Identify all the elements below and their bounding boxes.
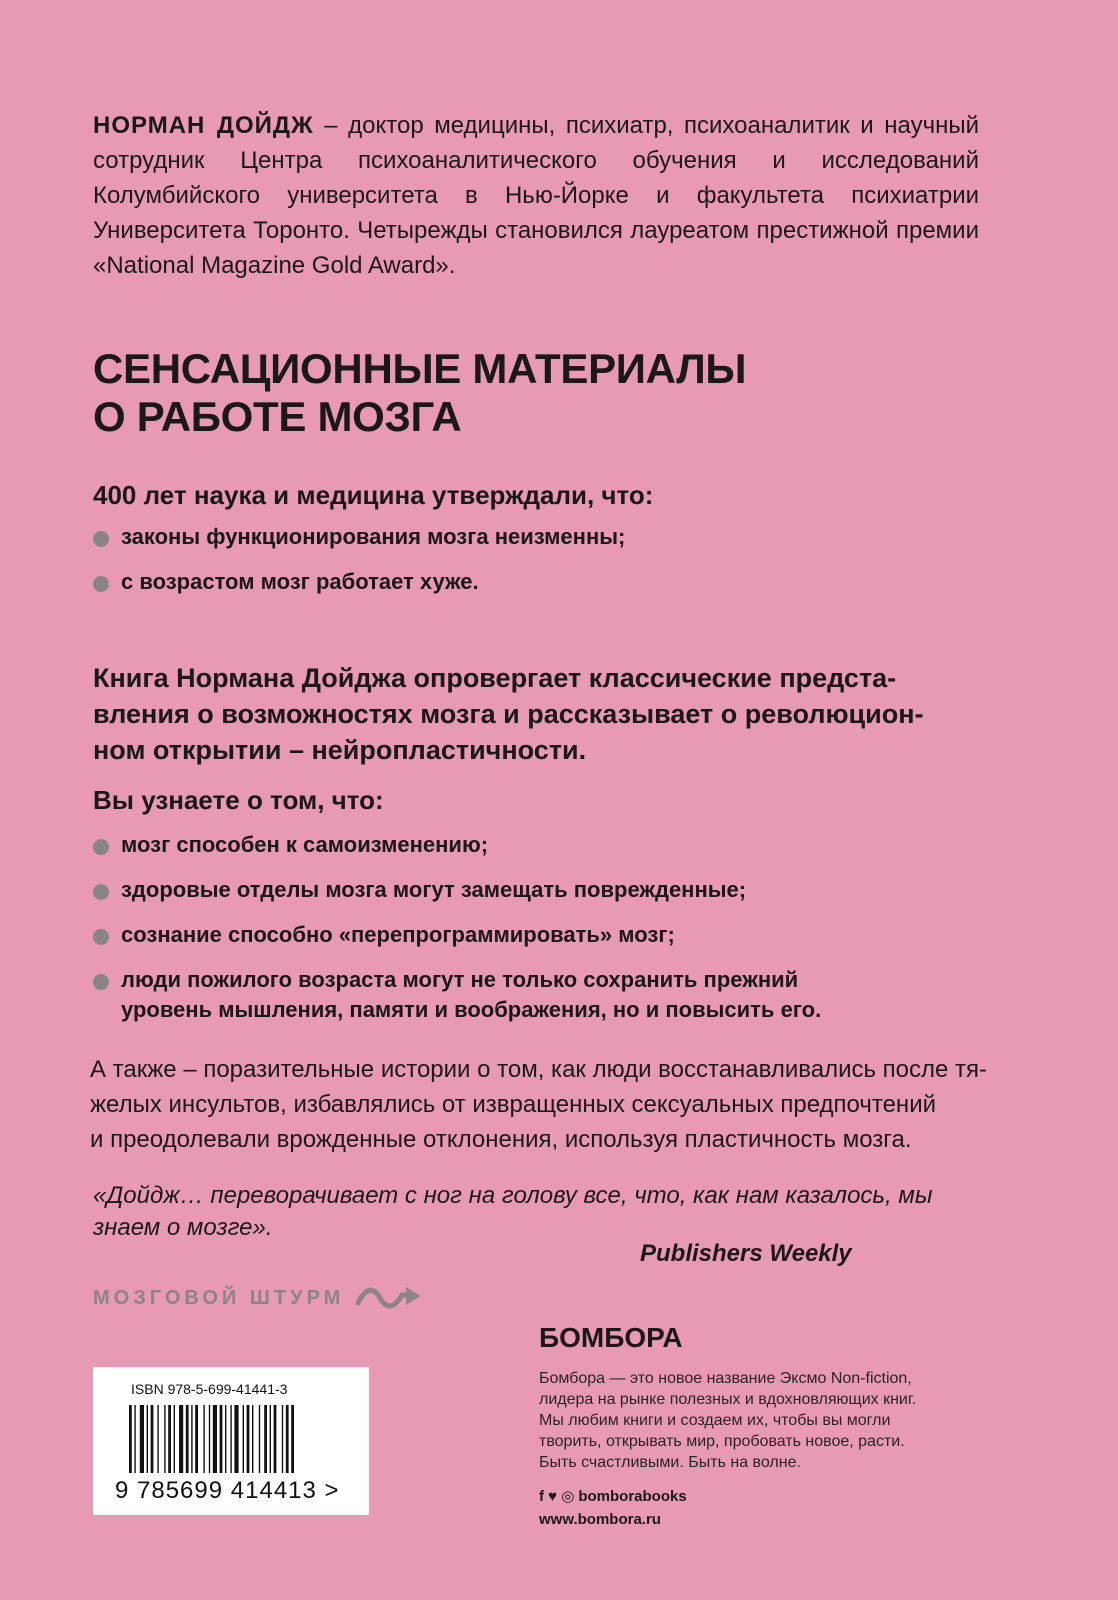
author-name: НОРМАН ДОЙДЖ [93, 112, 314, 139]
barcode-bar [259, 1405, 260, 1473]
barcode-bar [274, 1405, 277, 1473]
barcode-bar [151, 1405, 154, 1473]
learn-list [93, 830, 973, 1040]
barcode-bar [134, 1405, 135, 1473]
barcode-bar [225, 1405, 226, 1473]
barcode-bar [247, 1405, 250, 1473]
learn-item: здоровые отделы мозга могут замещать поврежденные; [93, 875, 973, 905]
also-line: желых инсультов, избавлялись от извращенных сексуальных предпочтений [90, 1091, 936, 1118]
barcode-bar [286, 1405, 289, 1473]
headline-line-1: СЕНСАЦИОННЫЕ МАТЕРИАЛЫ [93, 345, 747, 392]
social-icons: f ♥ ◎ [539, 1488, 575, 1505]
barcode-bar [264, 1405, 267, 1473]
claims-list [93, 522, 625, 612]
barcode-bar [252, 1405, 253, 1473]
series-logo [93, 1283, 426, 1313]
quote-source: Publishers Weekly [640, 1240, 852, 1267]
wave-arrow-icon [356, 1283, 426, 1313]
bullet-icon [93, 929, 109, 945]
barcode-bar [179, 1405, 183, 1473]
barcode-bar [243, 1405, 244, 1473]
publisher-block [539, 1322, 979, 1528]
barcode-bars [129, 1405, 329, 1473]
barcode-bar [220, 1405, 223, 1473]
barcode-bar [203, 1405, 204, 1473]
barcode-bar [234, 1405, 238, 1473]
bullet-icon [93, 974, 109, 990]
bullet-icon [93, 576, 109, 592]
author-bio-text: – доктор медицины, психиатр, психоаналитик и научный сотрудник Центра психоаналитического обучения и исследований Колумбийского университета в Нью-Йорке и факультета психиатрии Университета Торонто. Четырежды становился лауреатом престижной премии «National Magazine Gold Award». [93, 112, 979, 279]
series-label: МОЗГОВОЙ ШТУРМ [93, 1286, 345, 1309]
social-links [539, 1487, 979, 1505]
summary-line: ном открытии – нейропластичности. [93, 735, 587, 765]
barcode-bar [168, 1405, 171, 1473]
headline [93, 345, 893, 441]
social-handle: bomborabooks [578, 1487, 687, 1505]
barcode-bar [195, 1405, 198, 1473]
barcode-bar [209, 1405, 210, 1473]
summary-line: Книга Нормана Дойджа опровергает классические предста- [93, 663, 897, 693]
isbn-number: ISBN 978-5-699-41441-3 [131, 1381, 288, 1397]
bullet-icon [93, 531, 109, 547]
barcode-bar [270, 1405, 271, 1473]
book-summary [93, 660, 979, 768]
learn-lead: Вы узнаете о том, что: [93, 785, 384, 815]
barcode-bar [164, 1405, 165, 1473]
barcode-bar [147, 1405, 148, 1473]
barcode-bar [129, 1405, 132, 1473]
barcode-bar [291, 1405, 294, 1473]
barcode-bar [186, 1405, 189, 1473]
barcode-bar [213, 1405, 217, 1473]
learn-item: сознание способно «перепрограммировать» мозг; [93, 920, 973, 950]
also-line: и преодолевали врожденные отклонения, используя пластичность мозга. [90, 1126, 912, 1153]
also-paragraph [90, 1052, 987, 1157]
barcode-bar [191, 1405, 192, 1473]
barcode-bar [230, 1405, 231, 1473]
bullet-icon [93, 839, 109, 855]
barcode-digits: 9 785699 414413 > [115, 1477, 340, 1504]
claims-lead: 400 лет наука и медицина утверждали, что: [93, 480, 654, 510]
claim-item: с возрастом мозг работает хуже. [93, 567, 625, 597]
publisher-logo: БОМБОРА [539, 1322, 683, 1353]
also-line: А также – поразительные истории о том, как люди восстанавливались после тя- [90, 1056, 987, 1083]
claim-item: законы функционирования мозга неизменны; [93, 522, 625, 552]
author-bio [93, 108, 979, 283]
bullet-icon [93, 884, 109, 900]
barcode-bar [282, 1405, 283, 1473]
summary-line: вления о возможностях мозга и рассказывает о революцион- [93, 699, 924, 729]
barcode-bar [140, 1405, 144, 1473]
barcode [93, 1367, 369, 1515]
review-quote: «Дойдж… переворачивает с ног на голову все, что, как нам казалось, мы знаем о мозге». [93, 1182, 933, 1241]
barcode-bar [157, 1405, 158, 1473]
learn-item: мозг способен к самоизменению; [93, 830, 973, 860]
publisher-website: www.bombora.ru [539, 1511, 661, 1528]
headline-line-2: О РАБОТЕ МОЗГА [93, 393, 462, 440]
learn-item: люди пожилого возраста могут не только сохранить прежний уровень мышления, памяти и воображения, но и повысить его. [93, 965, 881, 1025]
publisher-description: Бомбора — это новое название Эксмо Non-fiction, лидера на рынке полезных и вдохновляющих книг. Мы любим книги и создаем их, чтобы вы могли творить, открывать мир, пробовать новое, расти. Быть счастливыми. Быть на волне. [539, 1370, 917, 1471]
barcode-bar [174, 1405, 175, 1473]
